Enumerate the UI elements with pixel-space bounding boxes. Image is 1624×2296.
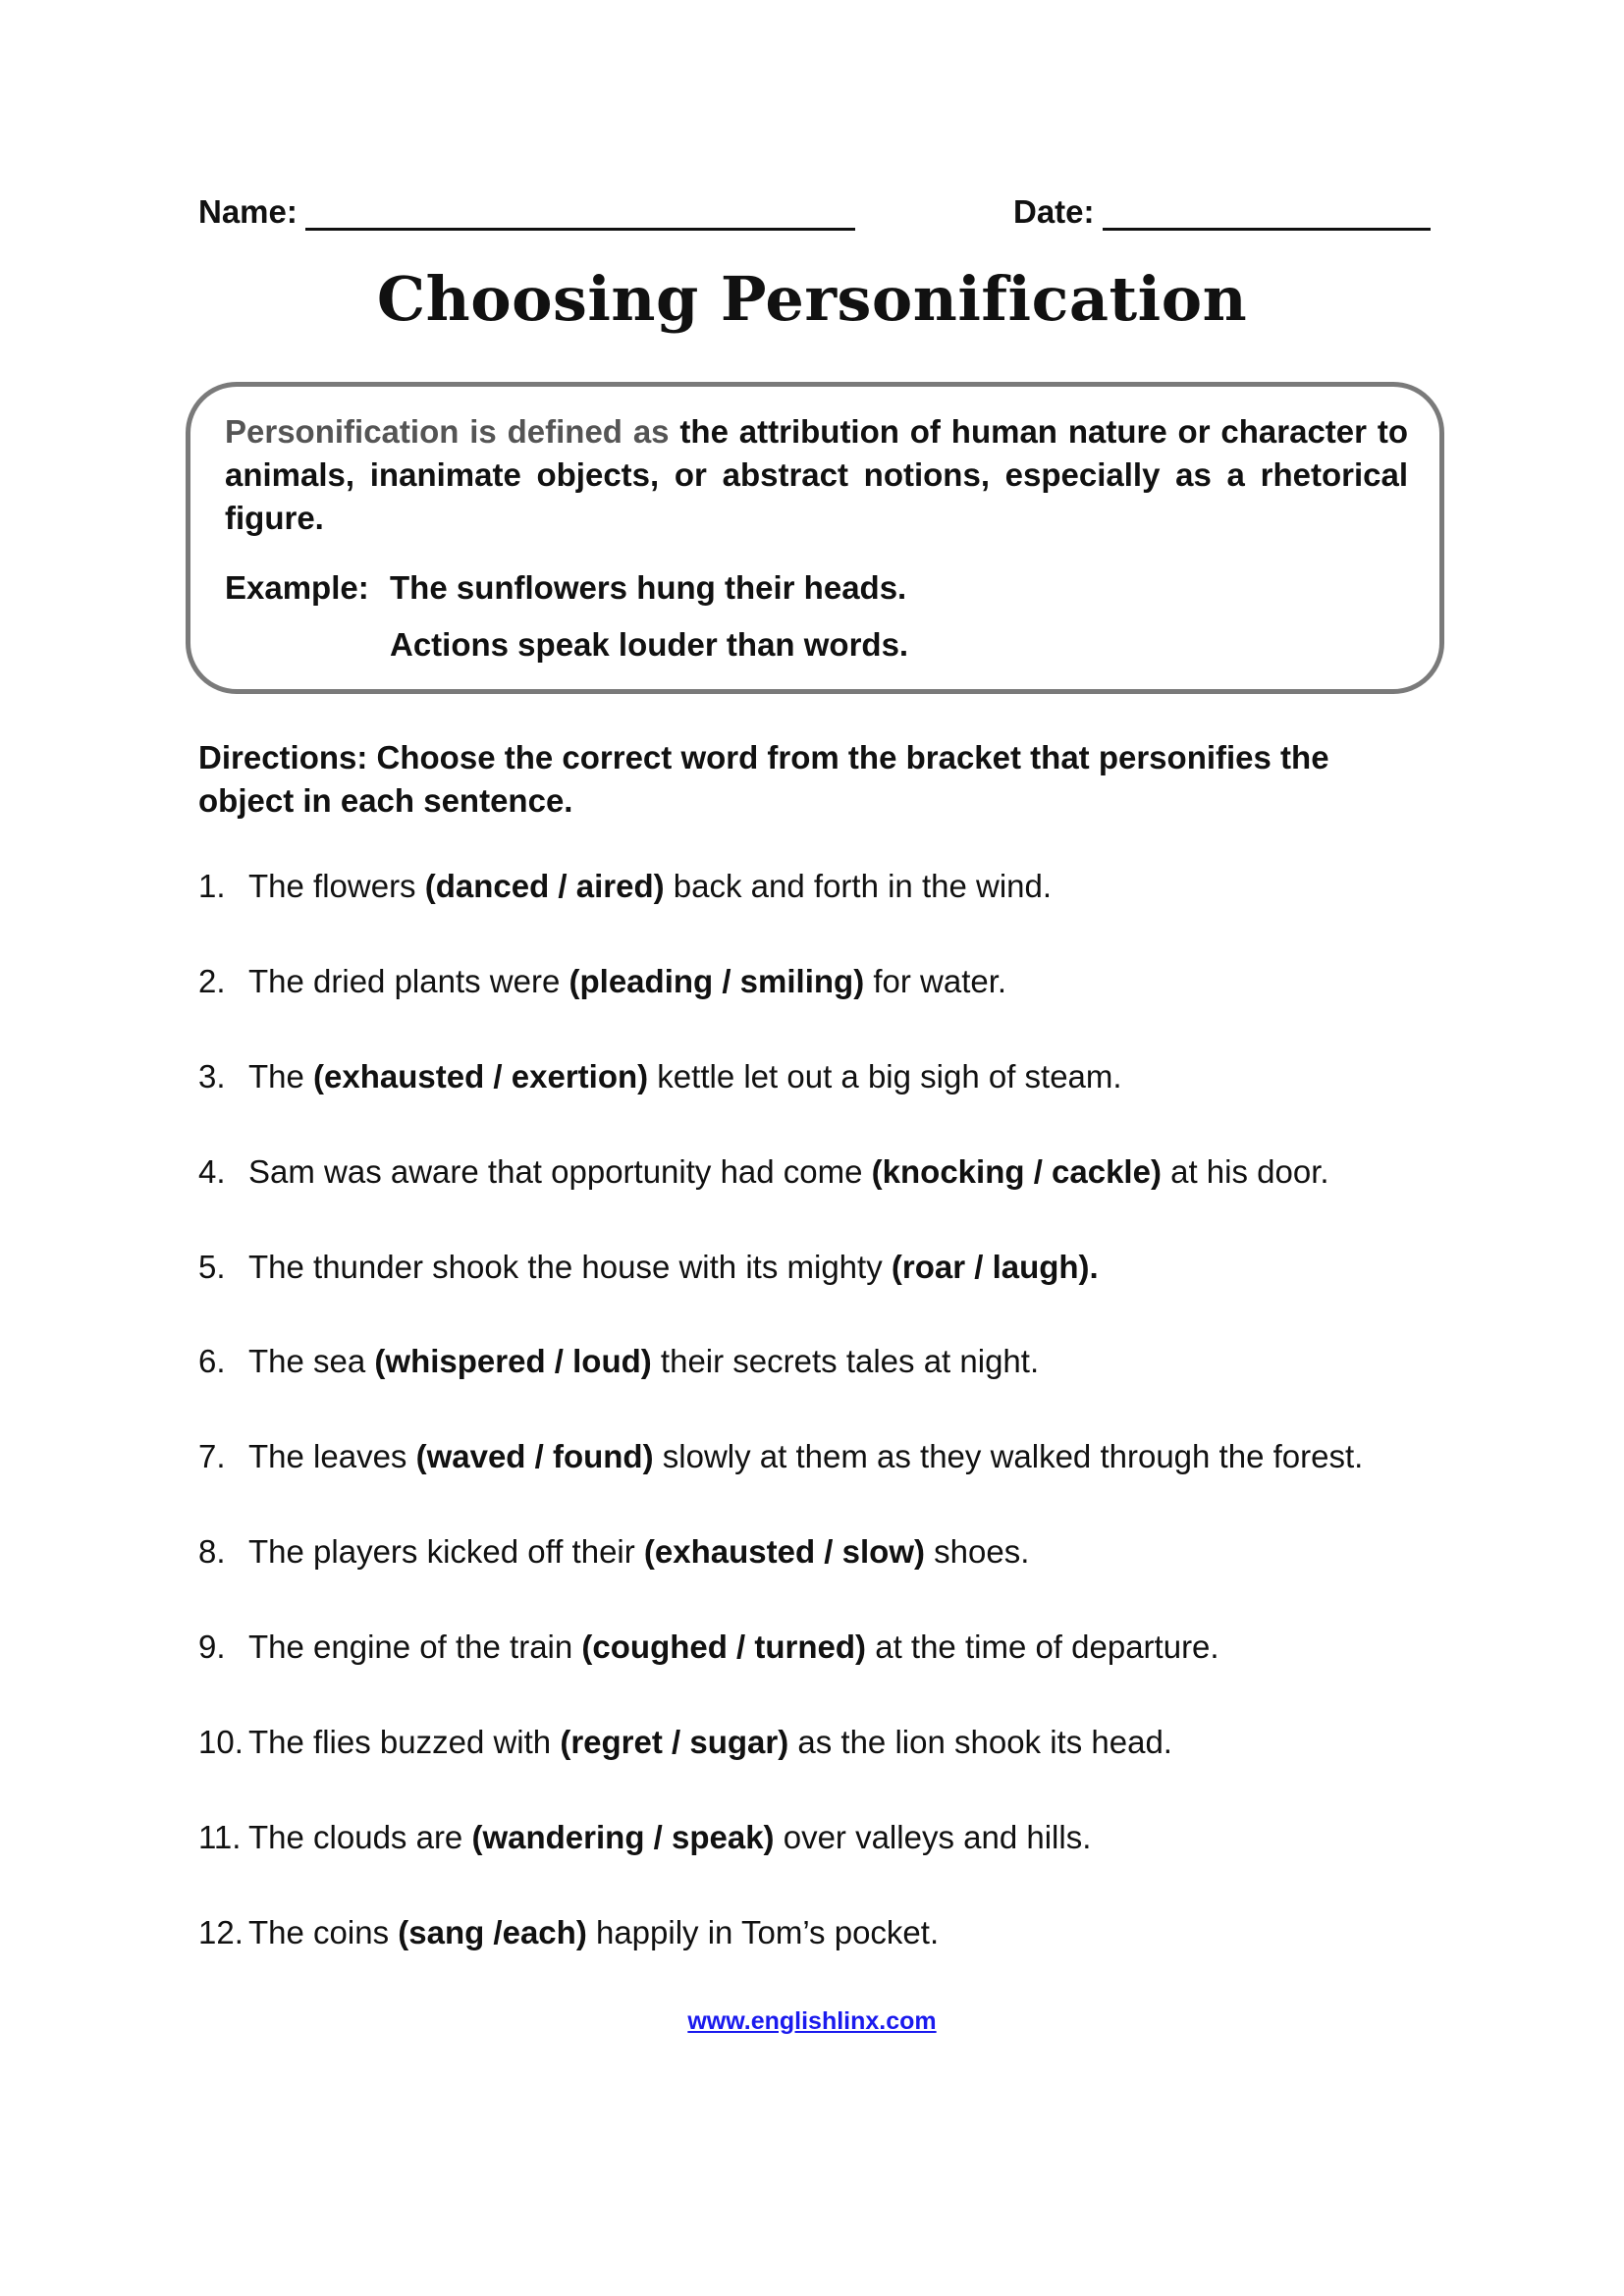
- question-number: 11.: [198, 1819, 242, 1855]
- name-field[interactable]: [198, 193, 855, 231]
- example-line: The sunflowers hung their heads.: [390, 569, 907, 606]
- question-number: 9.: [198, 1629, 226, 1665]
- answer-choices[interactable]: (waved / found): [415, 1438, 654, 1474]
- definition-lead: Personification is defined as: [225, 413, 670, 450]
- question-text: The sea (whispered / loud) their secrets tales at night.: [248, 1343, 1040, 1379]
- definition-text: [225, 410, 1408, 540]
- question-number: 3.: [198, 1058, 226, 1095]
- answer-choices[interactable]: (danced / aired): [424, 868, 665, 904]
- answer-choices[interactable]: (wandering / speak): [471, 1819, 775, 1855]
- example-line: Actions speak louder than words.: [390, 626, 909, 663]
- answer-choices[interactable]: (exhausted / exertion): [313, 1058, 649, 1095]
- name-blank-line[interactable]: [305, 194, 855, 231]
- question-text: The engine of the train (coughed / turned) at the time of departure.: [248, 1629, 1219, 1665]
- question-text: The flowers (danced / aired) back and forth in the wind.: [248, 868, 1053, 904]
- question-text: The clouds are (wandering / speak) over valleys and hills.: [248, 1819, 1092, 1855]
- question-number: 12.: [198, 1914, 244, 1950]
- date-blank-line[interactable]: [1103, 194, 1431, 231]
- question-number: 6.: [198, 1343, 226, 1379]
- date-label: Date:: [1013, 193, 1095, 230]
- question-text: The (exhausted / exertion) kettle let out a big sigh of steam.: [248, 1058, 1122, 1095]
- directions-text: Directions: Choose the correct word from the bracket that personifies the object in each sentence.: [198, 739, 1329, 819]
- footer-website-link[interactable]: www.englishlinx.com: [687, 2007, 937, 2035]
- question-text: The players kicked off their (exhausted / slow) shoes.: [248, 1533, 1030, 1570]
- answer-choices[interactable]: (regret / sugar): [560, 1724, 789, 1760]
- answer-choices[interactable]: (sang /each): [398, 1914, 587, 1950]
- question-text: The flies buzzed with (regret / sugar) as the lion shook its head.: [248, 1724, 1172, 1760]
- question-text: The coins (sang /each) happily in Tom’s pocket.: [248, 1914, 940, 1950]
- answer-choices[interactable]: (roar / laugh).: [891, 1249, 1099, 1285]
- answer-choices[interactable]: (pleading / smiling): [568, 963, 865, 999]
- question-text: The dried plants were (pleading / smiling) for water.: [248, 963, 1007, 999]
- definition-body: the attribution of human nature or character to animals, inanimate objects, or abstract notions, especially as a rhetorical figure.: [225, 413, 1409, 536]
- answer-choices[interactable]: (exhausted / slow): [643, 1533, 925, 1570]
- question-number: 7.: [198, 1438, 226, 1474]
- question-number: 2.: [198, 963, 226, 999]
- answer-choices[interactable]: (whispered / loud): [374, 1343, 652, 1379]
- header-row: [198, 193, 1437, 240]
- question-number: 1.: [198, 868, 226, 904]
- question-text: The leaves (waved / found) slowly at them as they walked through the forest.: [248, 1438, 1364, 1474]
- page-title: Choosing Personification: [376, 263, 1248, 335]
- question-text: The thunder shook the house with its mighty (roar / laugh).: [248, 1249, 1099, 1285]
- answer-choices[interactable]: (knocking / cackle): [871, 1153, 1162, 1190]
- question-number: 5.: [198, 1249, 226, 1285]
- date-field[interactable]: [1013, 193, 1431, 231]
- name-label: Name:: [198, 193, 298, 230]
- question-number: 4.: [198, 1153, 226, 1190]
- question-number: 10.: [198, 1724, 244, 1760]
- example-label: Example:: [225, 569, 369, 606]
- question-number: 8.: [198, 1533, 226, 1570]
- answer-choices[interactable]: (coughed / turned): [581, 1629, 867, 1665]
- question-text: Sam was aware that opportunity had come (knocking / cackle) at his door.: [248, 1153, 1329, 1190]
